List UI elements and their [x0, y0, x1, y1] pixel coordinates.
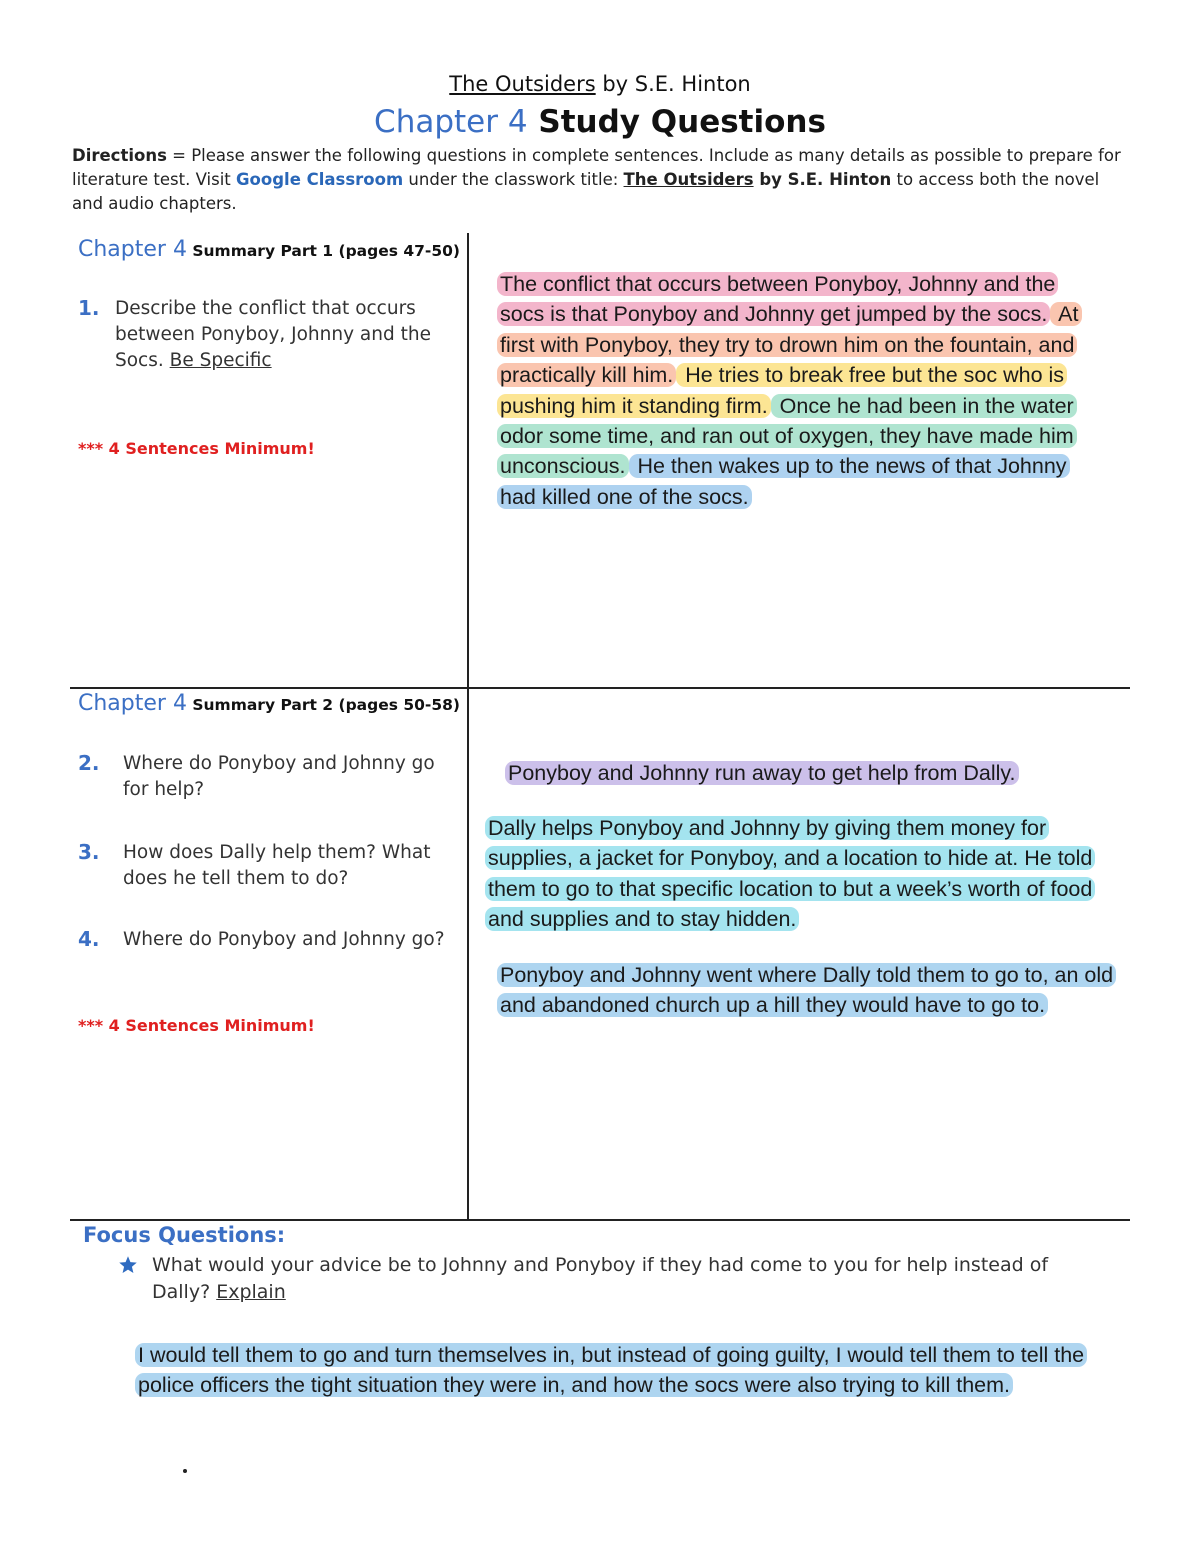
- focus-answer-text: I would tell them to go and turn themselves in, but instead of going guilty, I would tell them to tell the police officers the tight situation they were in, and how the socs were also trying to kill them.: [135, 1343, 1087, 1397]
- answer-3: [485, 813, 1125, 935]
- directions-text: under the classwork title:: [403, 170, 624, 189]
- classwork-title: The Outsiders: [623, 170, 754, 189]
- column-divider: [467, 233, 469, 1221]
- answer-2: [505, 758, 1145, 788]
- answer-1-sentence: Once he had been in the water odor some time, and ran out of oxygen, they have made him unconscious.: [497, 394, 1077, 479]
- focus-answer: [135, 1340, 1115, 1401]
- part2-summary: Summary Part 2 (pages 50-58): [186, 696, 461, 714]
- answer-1: [497, 269, 1082, 512]
- part2-chapter: Chapter 4: [78, 691, 187, 716]
- title-chapter: Chapter 4: [374, 104, 528, 140]
- part1-chapter: Chapter 4: [78, 237, 187, 262]
- question-1-emphasis: Be Specific: [169, 350, 272, 371]
- question-number: 3.: [78, 840, 100, 864]
- part2-heading: [78, 691, 460, 716]
- answer-1-sentence: The conflict that occurs between Ponyboy, Johnny and the socs is that Ponyboy and Johnny get jumped by the socs.: [497, 272, 1058, 326]
- focus-question-text: What would your advice be to Johnny and Ponyboy if they had come to you for help instead of Dally?: [152, 1254, 1049, 1303]
- directions-text: to access both the novel and audio chapters.: [72, 170, 1100, 213]
- answer-1-sentence: He then wakes up to the news of that Johnny had killed one of the socs.: [497, 454, 1070, 508]
- title-study: Study Questions: [527, 104, 826, 140]
- row-divider: [70, 687, 1130, 689]
- directions-label: Directions: [72, 146, 167, 165]
- document-subtitle: [0, 72, 1200, 96]
- part1-heading: [78, 237, 460, 262]
- question-1-text: Describe the conflict that occurs between Ponyboy, Johnny and the Socs.: [115, 298, 431, 371]
- question-number: 1.: [78, 296, 100, 320]
- row-divider: [70, 1219, 1130, 1221]
- answer-2-text: Ponyboy and Johnny run away to get help from Dally.: [505, 761, 1019, 785]
- focus-question-emphasis: Explain: [216, 1281, 286, 1303]
- stray-dot: [183, 1469, 187, 1473]
- question-3: How does Dally help them? What does he tell them to do?: [123, 842, 431, 889]
- book-title: The Outsiders: [449, 72, 596, 96]
- answer-4: [497, 960, 1117, 1021]
- answer-4-text: Ponyboy and Johnny went where Dally told them to go to, an old and abandoned church up a hill they would have to go to.: [497, 963, 1116, 1017]
- author: by S.E. Hinton: [595, 72, 751, 96]
- google-classroom-link[interactable]: Google Classroom: [236, 170, 404, 189]
- answer-1-sentence: He tries to break free but the soc who is pushing him it standing firm.: [497, 363, 1067, 417]
- answer-3-text: Dally helps Ponyboy and Johnny by giving them money for supplies, a jacket for Ponyboy, and a location to hide at. He told them to go to that specific location to but a week’s worth of food and supplies and to stay hidden.: [485, 816, 1095, 931]
- classwork-author: by S.E. Hinton: [753, 170, 892, 189]
- sentence-requirement: *** 4 Sentences Minimum!: [78, 439, 315, 458]
- part1-summary: Summary Part 1 (pages 47-50): [186, 242, 461, 260]
- focus-heading: Focus Questions:: [83, 1223, 286, 1247]
- directions: [72, 144, 1128, 216]
- question-2: Where do Ponyboy and Johnny go for help?: [123, 753, 435, 800]
- answer-1-sentence: At first with Ponyboy, they try to drown him on the fountain, and practically kill him.: [497, 302, 1082, 387]
- sentence-requirement: *** 4 Sentences Minimum!: [78, 1016, 315, 1035]
- question-1: [115, 296, 460, 374]
- question-number: 4.: [78, 927, 100, 951]
- focus-question: [152, 1252, 1092, 1306]
- question-4: Where do Ponyboy and Johnny go?: [123, 929, 445, 950]
- star-icon: [118, 1255, 138, 1275]
- question-number: 2.: [78, 751, 100, 775]
- document-title: [0, 104, 1200, 140]
- directions-text: = Please answer the following questions in complete sentences. Include as many details as possible to prepare for literature test. Visit: [72, 146, 1121, 189]
